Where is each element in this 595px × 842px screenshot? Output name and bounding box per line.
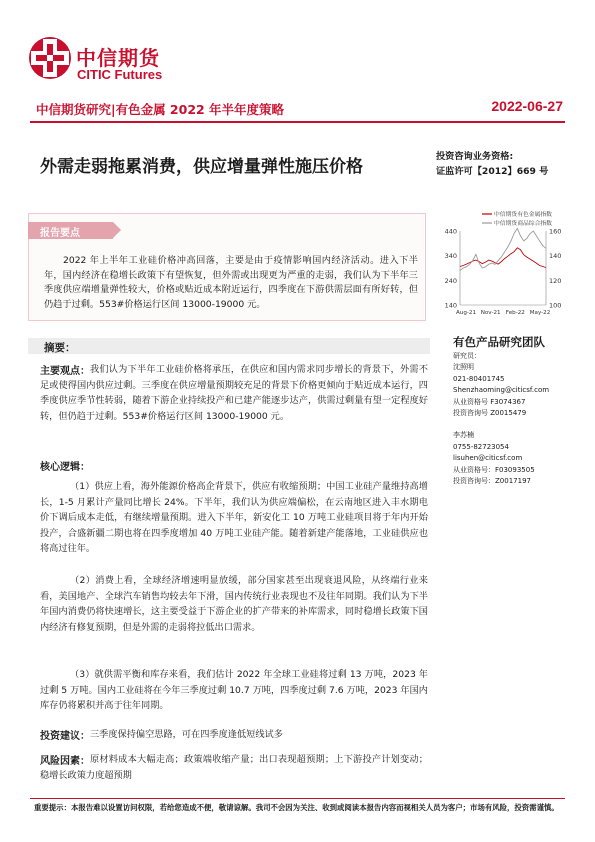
index-chart-svg [436, 207, 568, 325]
company-logo [28, 36, 178, 92]
member-email: Shenzhaoming@citicsf.com [453, 386, 550, 395]
footer-divider [30, 798, 565, 799]
abstract-heading: 摘要： [44, 342, 76, 354]
abstract-heading-bar [28, 338, 430, 354]
header-divider [30, 121, 565, 123]
member-practice-id: 从业资格号 F3074367 [453, 397, 526, 406]
logic-balance: （3）就供需平衡和库存来看，我们估计 2022 年全球工业硅将过剩 13 万吨，2023 年过剩 5 万吨。国内工业硅将在今年三季度过剩 10.7 万吨，四季度过剩 7.6 万吨，2023 年国内库存仍将累积并高于往年同期。 [40, 669, 428, 712]
left-tick-label: 240 [444, 276, 457, 285]
page-title: 外需走弱拖累消费，供应增量弹性施压价格 [40, 157, 363, 177]
logo-chinese-name: 中信期货 [76, 46, 160, 70]
member-name: 李苏楠 [453, 431, 474, 440]
team-contacts [453, 351, 549, 487]
footer-disclaimer: 重要提示：本报告难以设置访问权限，若给您造成不便，敬请谅解。我司不会因为关注、收到或阅读本报告内容而视相关人员为客户；市场有风险，投资需谨慎。 [34, 803, 559, 812]
x-tick-label: Aug-21 [455, 310, 477, 316]
member-phone: 021-80401745 [453, 374, 505, 383]
x-tick-label: Nov-21 [480, 310, 501, 316]
left-tick-label: 440 [444, 227, 457, 236]
logo-english-name: CITIC Futures [77, 67, 163, 82]
right-tick-label: 140 [549, 252, 562, 261]
logic-consumption: （2）消费上看，全球经济增速明显放缓，部分国家甚至出现衰退风险，从终端行业来看，美国地产、全球汽车销售均较去年下滑，国内传统行业表现也不及往年同期。我们认为下半年国内消费仍将快速增长，这主要受益于下游企业的扩产带来的补库需求，同时稳增长政策下国内经济有修复预期，但是外需的走弱将拉低出口需求。 [40, 575, 428, 633]
citic-logo-icon [28, 36, 72, 80]
left-tick-label: 340 [444, 252, 457, 261]
risk-text: 原材料成本大幅走高；政策端收缩产量；出口表现超预期；上下游投产计划变动；稳增长政策力度超预期 [40, 754, 428, 781]
right-tick-label: 100 [549, 301, 562, 310]
x-tick-label: Feb-22 [505, 310, 525, 316]
legend-label: 中信期货有色金属指数 [494, 212, 552, 219]
left-tick-label: 140 [444, 301, 457, 310]
right-tick-label: 160 [549, 227, 562, 236]
member-practice-id: 从业资格号：F03093505 [453, 465, 535, 474]
summary-tag: 报告要点 [28, 222, 113, 239]
advice-label: 投资建议： [40, 731, 90, 742]
risk-label: 风险因素： [40, 756, 90, 767]
member-consult-id: 投资咨询号：Z0017197 [453, 477, 531, 486]
report-series-title: 中信期货研究|有色金属 2022 年半年度策略 [36, 102, 285, 117]
member-phone: 0755-82723054 [453, 442, 509, 451]
report-date: 2022-06-27 [491, 98, 563, 114]
credentials-line2: 证监许可【2012】669 号 [436, 166, 549, 177]
credentials [436, 149, 548, 179]
main-view-label: 主要观点： [40, 366, 90, 377]
logic-supply: （1）供应上看，海外能源价格高企背景下，供应有收缩预期；中国工业硅产量维持高增长，1-5 月累计产量同比增长 24%。下半年，我们认为供应端偏松，在云南地区进入丰水期电价下调后成本走低，有继续增量预期。进入下半年，新安化工 10 万吨工业硅项目将于年内开始投产，合盛新疆二期也将在四季度增加 40 万吨工业硅产能。随着新建产能落地，工业硅供应也将高过往年。 [40, 481, 428, 555]
member-name: 沈照明 [453, 363, 474, 372]
member-email: lisuhen@citicsf.com [453, 454, 523, 463]
series-line [460, 248, 546, 268]
team-title: 有色产品研究团队 [453, 335, 545, 349]
series-line [460, 229, 546, 271]
main-view-text: 我们认为下半年工业硅价格将承压，在供应和国内需求同步增长的背景下，外需不足或使得国内供应过剩。三季度在供应增量预期较充足的背景下价格更倾向于贴近成本运行，四季度供应季节性转弱，随着下游企业持续投产和已建产能逐步达产，供需过剩量有望一定程度好转，但仍趋于过剩。553#价格运行区间 13000-19000 元。 [40, 364, 428, 422]
researcher-label: 研究员： [453, 352, 481, 360]
legend-label: 中信期货商品综合指数 [494, 221, 552, 228]
summary-text: 2022 年上半年工业硅价格冲高回落，主要是由于疫情影响国内经济活动。进入下半年，国内经济在稳增长政策下有望恢复，但外需或出现更为严重的走弱，我们认为下半年三季度供应端增量弹性较大，价格或贴近成本附近运行，四季度在下游供需层面有所好转，但仍趋于过剩。553#价格运行区间 13000-19000 元。 [44, 255, 418, 310]
right-tick-label: 120 [549, 276, 562, 285]
advice-text: 三季度保持偏空思路，可在四季度逢低短线试多 [90, 729, 283, 740]
credentials-line1: 投资咨询业务资格: [436, 151, 514, 162]
member-consult-id: 投资咨询号 Z0015479 [453, 409, 527, 418]
core-logic-label: 核心逻辑： [40, 462, 90, 473]
x-tick-label: May-22 [529, 310, 551, 316]
index-chart [436, 207, 568, 325]
